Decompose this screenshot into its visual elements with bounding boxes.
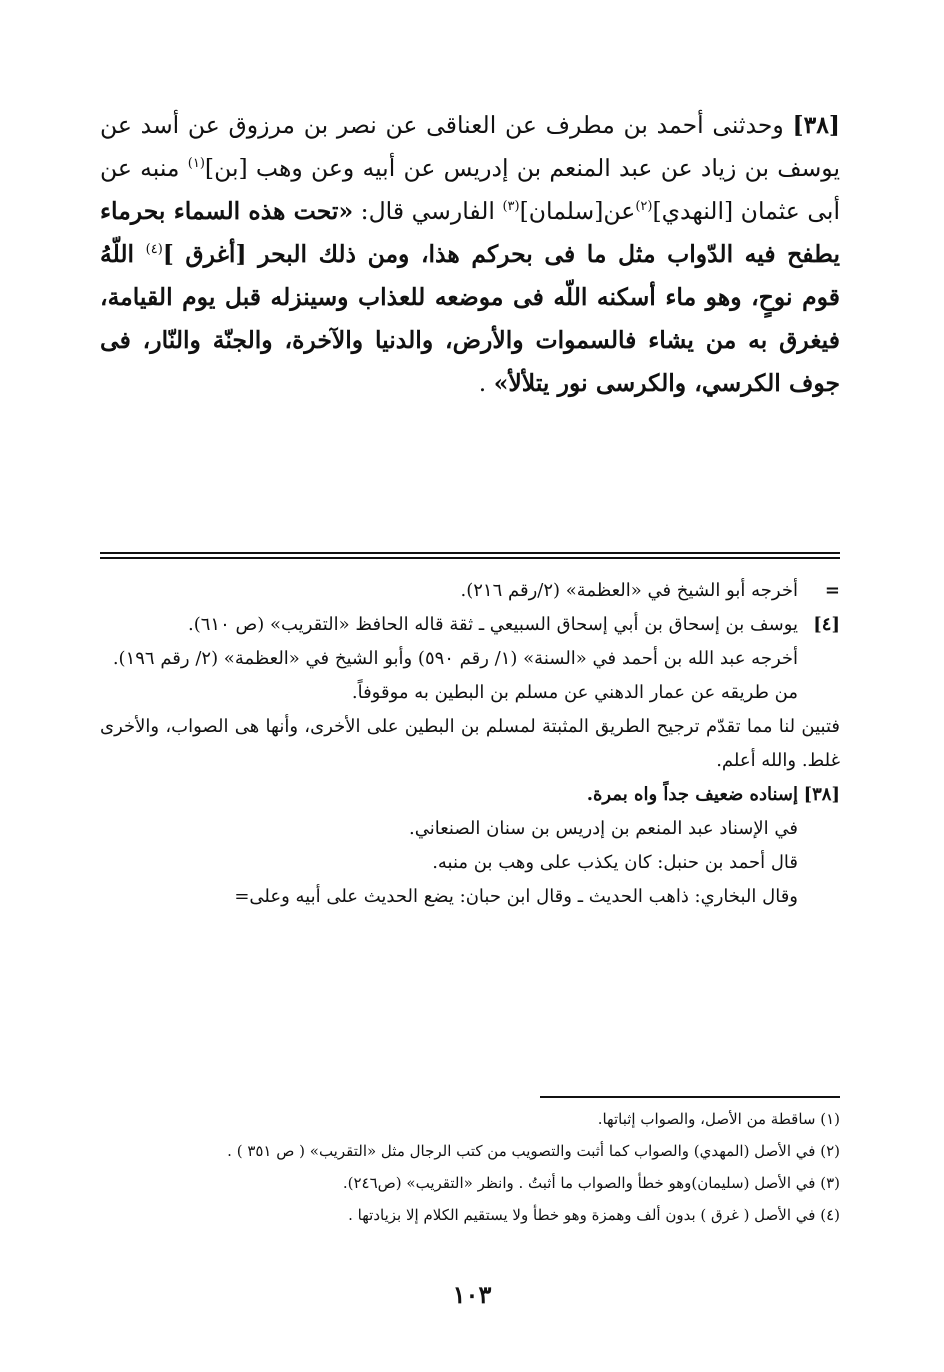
- note-text: قال أحمد بن حنبل: كان يكذب على وهب بن منبه.: [432, 852, 798, 873]
- hadith-matn-part2: اللّهُ قوم نوحٍ، وهو ماء أسكنه اللّه فى موضعه للعذاب وسينزله قبل يوم القيامة، فيغرق به من يشاء فالسموات والأرض، والدنيا والآخرة، والجنّة والنّار، فى جوف الكرسي، والكرسى نور يتلألأ»: [100, 240, 840, 397]
- note-text: أخرجه عبد الله بن أحمد في «السنة» (١/ رقم ٥٩٠) وأبو الشيخ في «العظمة» (٢/ رقم ١٩٦).: [112, 648, 798, 669]
- footnote-1: (١) ساقطة من الأصل، والصواب إثباتها.: [597, 1110, 840, 1128]
- footnote-2: (٢) في الأصل (المهدي) والصواب كما أثبت والتصويب من كتب الرجال مثل «التقريب» ( ص ٣٥١ ) .: [227, 1142, 840, 1160]
- hadith-isnad-mid3: الفارسي قال:: [353, 197, 503, 225]
- hadith-number: [٣٨]: [792, 111, 840, 139]
- footnote-ref-1: (١): [187, 156, 205, 172]
- note-38: [100, 778, 840, 812]
- page-number: ١٠٣: [452, 1280, 492, 1309]
- note-continuation: [100, 574, 840, 608]
- note-4: [100, 608, 840, 642]
- hadith-matn-part1: «تحت هذه السماء بحرماء يطفح فيه الدّواب مثل ما فى بحركم هذا، ومن ذلك البحر [أغرق ]: [100, 197, 840, 268]
- footnotes: [140, 1103, 840, 1231]
- footnote-4: (٤) في الأصل ( غرق ) بدون ألف وهمزة وهو خطأ ولا يستقيم الكلام إلا بزيادتها .: [348, 1206, 840, 1224]
- note-text: من طريقه عن عمار الدهني عن مسلم بن البطين به موقوفاً.: [351, 682, 798, 703]
- note-text: وقال البخاري: ذاهب الحديث ـ وقال ابن حبان: يضع الحديث على أبيه وعلى=: [234, 886, 798, 907]
- hadith-end: .: [478, 369, 494, 397]
- note-text: في الإسناد عبد المنعم بن إدريس بن سنان الصنعاني.: [408, 818, 798, 839]
- note-text: يوسف بن إسحاق بن أبي إسحاق السبيعي ـ ثقة قاله الحافظ «التقريب» (ص ٦١٠).: [188, 614, 798, 635]
- hadith-paragraph: [100, 104, 840, 405]
- hadith-isnad-intro: وحدثنى أحمد بن مطرف عن العناقى عن نصر بن مرزوق عن أسد عن يوسف بن زياد عن عبد المنعم بن إدريس عن أبيه وعن وهب [بن]: [100, 111, 840, 182]
- double-divider: [100, 552, 840, 559]
- hadith-isnad-mid2: عن[سلمان]: [519, 197, 636, 225]
- hadith-isnad-mid1: منبه عن أبى عثمان [النهدي]: [100, 154, 840, 225]
- footnote-divider: [540, 1096, 840, 1098]
- footnote-ref-2: (٢): [635, 199, 653, 215]
- note-text: أخرجه أبو الشيخ في «العظمة» (٢/رقم ٢١٦).: [460, 580, 798, 601]
- note-heading: إسناده ضعيف جداً واه بمرة.: [586, 784, 798, 805]
- commentary-notes: [100, 574, 840, 914]
- footnote-ref-3: (٣): [502, 199, 520, 215]
- footnote-ref-4: (٤): [145, 242, 163, 258]
- note-number: [٤]: [813, 614, 840, 635]
- continuation-mark: =: [824, 580, 840, 601]
- note-text: فتبين لنا مما تقدّم ترجيح الطريق المثبتة لمسلم بن البطين على الأخرى، وأنها هى الصواب، والأخرى غلط. والله أعلم.: [100, 716, 840, 771]
- note-number: [٣٨]: [803, 784, 840, 805]
- footnote-3: (٣) في الأصل (سليمان)وهو خطأ والصواب ما أثبتُ . وانظر «التقريب» (ص٢٤٦).: [342, 1174, 840, 1192]
- main-text-block: [100, 104, 840, 405]
